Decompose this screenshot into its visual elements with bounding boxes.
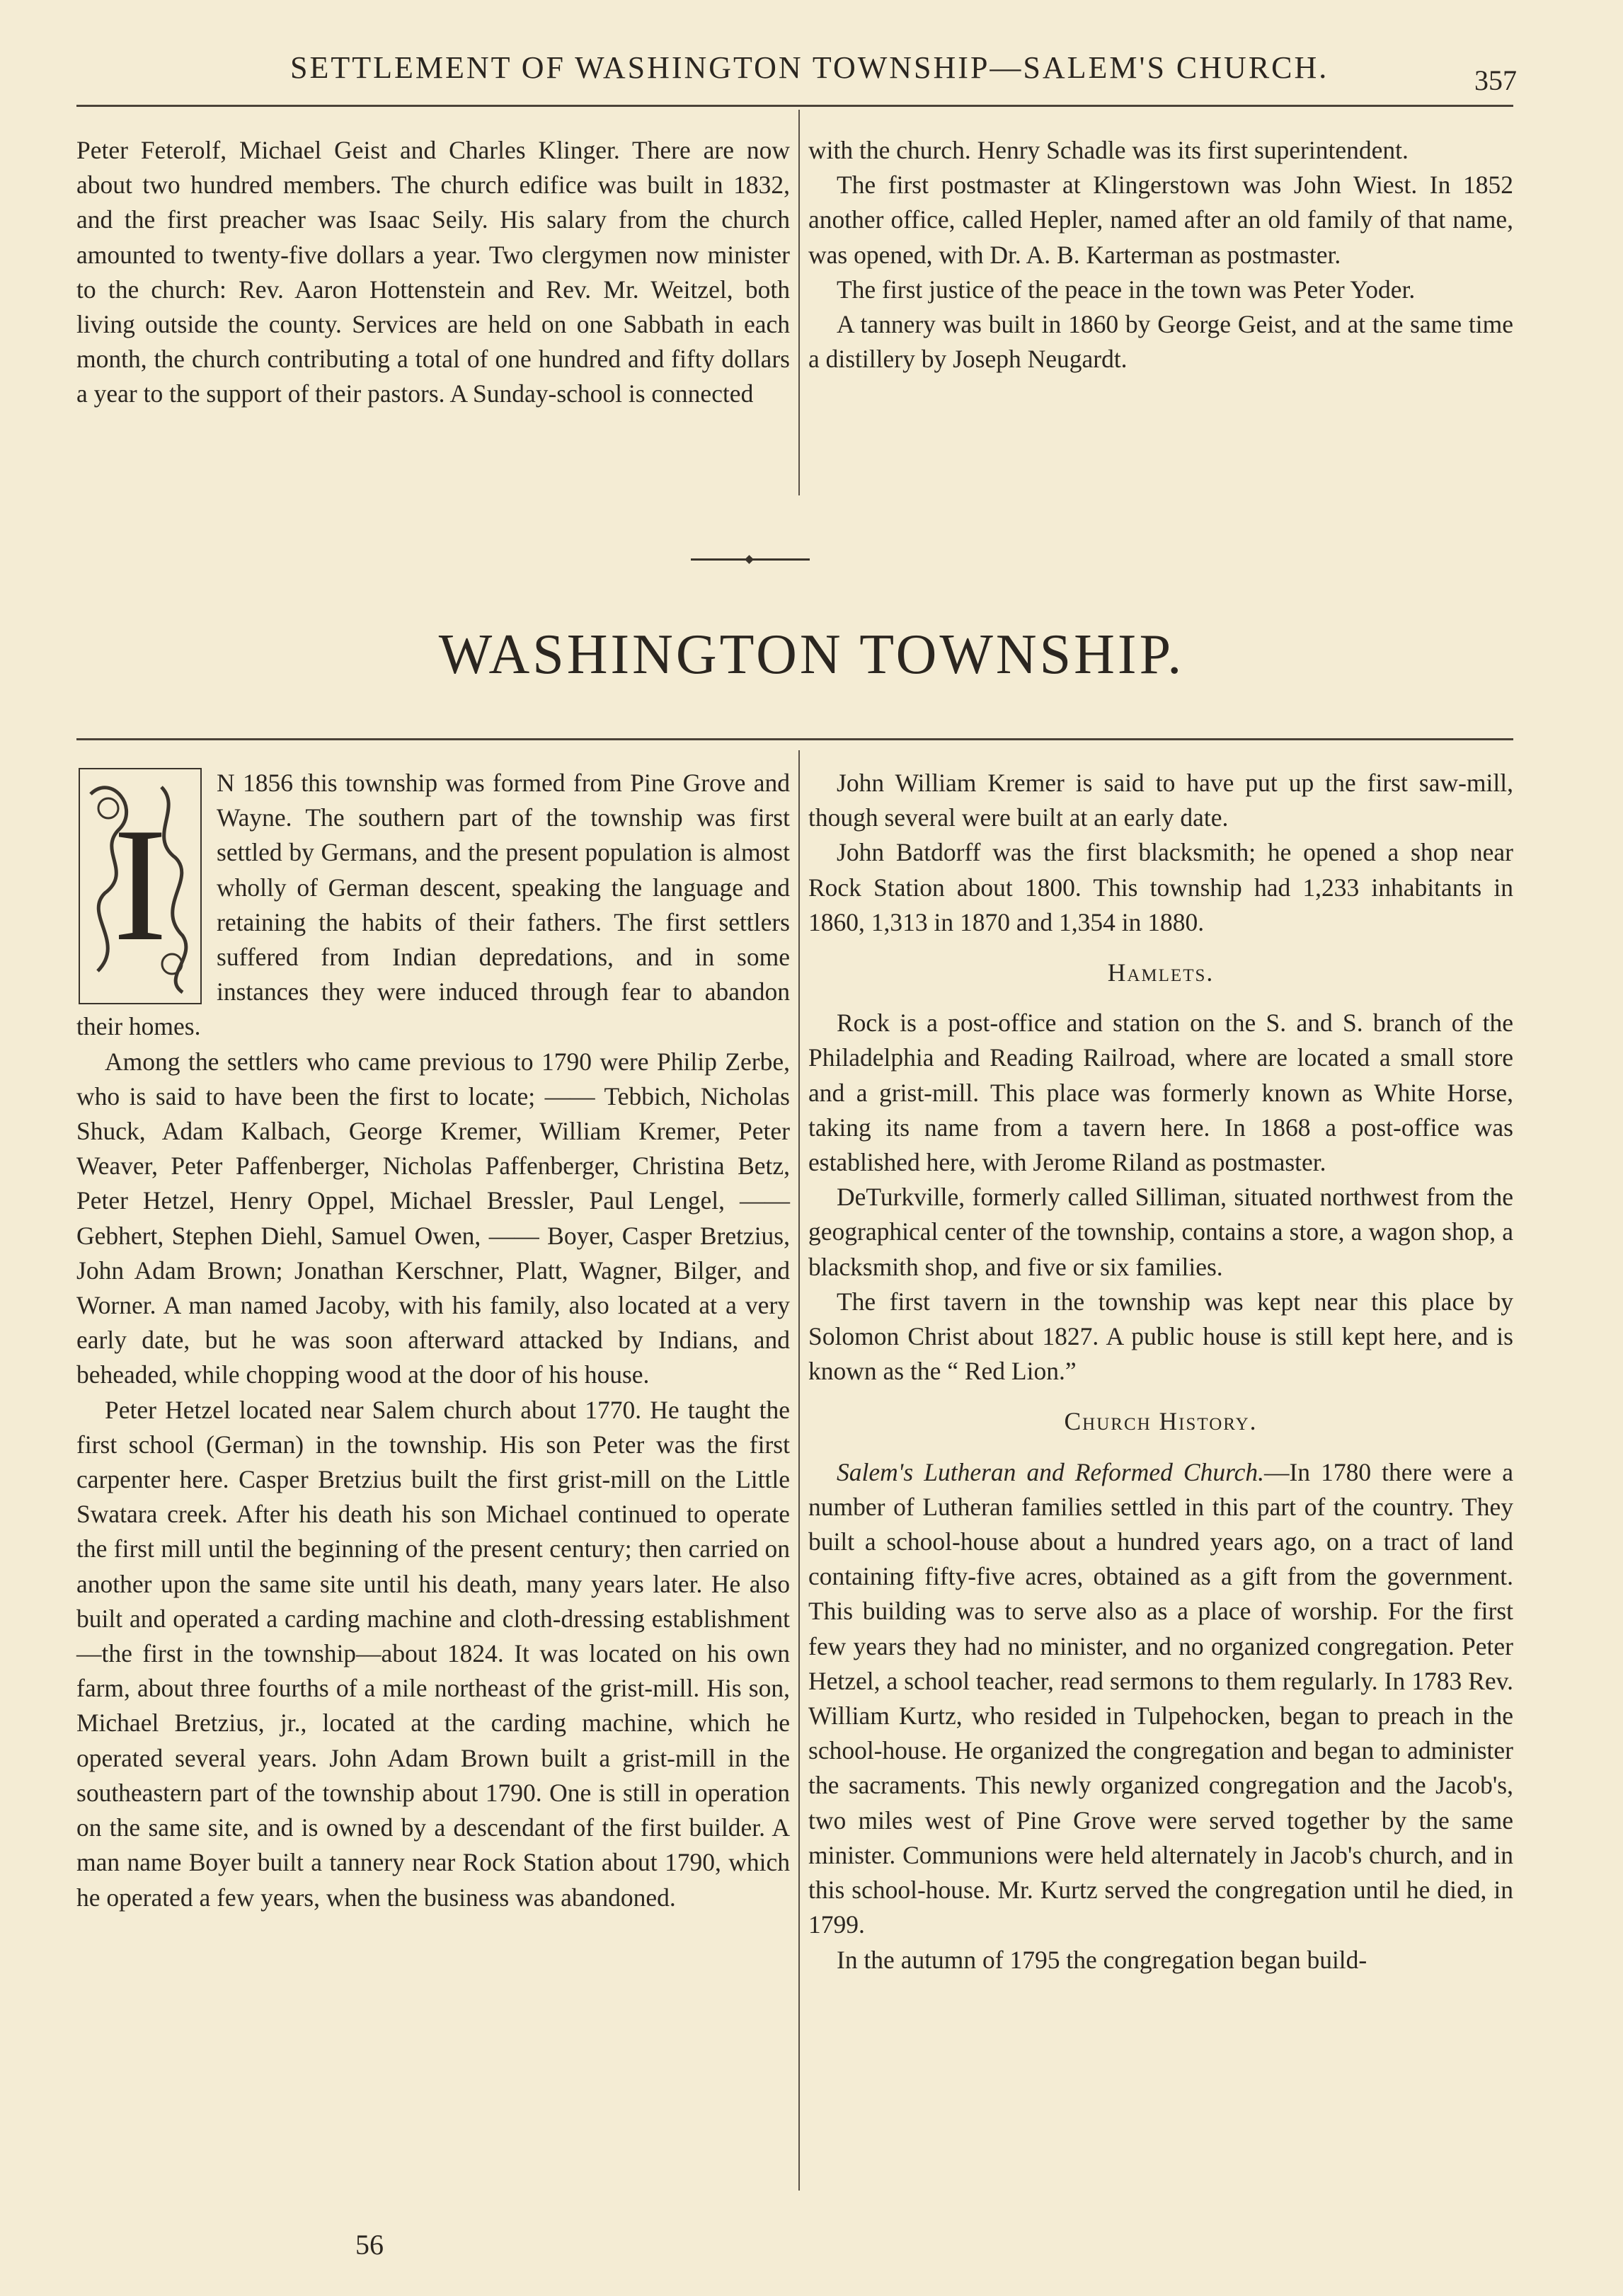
paragraph: John Batdorff was the first blacksmith; he opened a shop near Rock Station about 1800. This township had 1,233 inhabitants in 1860, 1,313 in 1870 and 1,354 in 1880. bbox=[808, 838, 1513, 936]
page-number: 357 bbox=[1474, 64, 1517, 96]
paragraph: with the church. Henry Schadle was its first superintendent. bbox=[808, 136, 1409, 164]
top-left-column bbox=[76, 133, 790, 412]
paragraph: Rock is a post-office and station on the S. and S. branch of the Philadelphia and Reading Railroad, where are located a small store and a grist-mill. This place was formerly known as White Horse, taking its name from a tavern here. In 1868 a post-office was established here, with Jerome Riland as postmaster. bbox=[808, 1009, 1513, 1177]
column-divider bbox=[798, 110, 800, 495]
paragraph: In the autumn of 1795 the congregation began build- bbox=[837, 1945, 1367, 1974]
section-ornament bbox=[691, 558, 810, 561]
running-title: SETTLEMENT OF WASHINGTON TOWNSHIP—SALEM'S CHURCH. bbox=[290, 50, 1329, 85]
paragraph: A tannery was built in 1860 by George Geist, and at the same time a distillery by Joseph Neugardt. bbox=[808, 310, 1513, 374]
paragraph: Among the settlers who came previous to 1790 were Philip Zerbe, who is said to have been the first to locate; —— Tebbich, Nicholas Shuck, Adam Kalbach, George Kremer, William Kremer, Peter Weaver, Peter Paffenberger, Nicholas Paffenberger, Christina Betz, Peter Hetzel, Henry Oppel, Michael Bressler, Paul Lengel, —— Gebhert, Stephen Diehl, Samuel Owen, —— Boyer, Casper Bretzius, John Adam Brown; Jonathan Kerschner, Platt, Wagner, Bilger, and Worner. A man named Jacoby, with his family, also located at a very early date, but he was soon afterward attacked by Indians, and beheaded, while chopping wood at the door of his house. bbox=[76, 1047, 790, 1389]
paragraph: N 1856 this township was formed from Pine Grove and Wayne. The southern part of the township was first settled by Germans, and the present population is almost wholly of German descent, speaking the language and retaining the habits of their fathers. The first settlers suffered from Indian depredations, and in some instances they were induced through fear to abandon their homes. bbox=[76, 769, 790, 1041]
paragraph: The first postmaster at Klingerstown was John Wiest. In 1852 another office, called Hepler, named after an old family of that name, was opened, with Dr. A. B. Karterman as postmaster. bbox=[808, 171, 1513, 269]
top-right-column bbox=[808, 133, 1513, 377]
paragraph: Peter Feterolf, Michael Geist and Charles Klinger. There are now about two hundred members. The church edifice was built in 1832, and the first preacher was Isaac Seily. His salary from the church amounted to twenty-five dollars a year. Two clergymen now minister to the church: Rev. Aaron Hottenstein and Rev. Mr. Weitzel, both living outside the county. Services are held on one Sabbath in each month, the church contributing a total of one hundred and fifty dollars a year to the support of their pastors. A Sunday-school is connected bbox=[76, 136, 790, 408]
paragraph-text: —In 1780 there were a number of Lutheran families settled in this part of the country. They built a school-house about a hundred years ago, on a tract of land containing fifty-five acres, obtained as a gift from the government. This building was to serve also as a place of worship. For the first few years they had no minister, and no organized congregation. Peter Hetzel, a school teacher, read sermons to them regularly. In 1783 Rev. William Kurtz, who resided in Tulpehocken, began to preach in the school-house. He organized the congregation and began to administer the sacraments. This newly organized congregation and the Jacob's, two miles west of Pine Grove were served together by the same minister. Communions were held alternately in Jacob's church, and in this school-house. Mr. Kurtz served the congregation until he died, in 1799. bbox=[808, 1457, 1513, 1939]
signature-mark: 56 bbox=[355, 2229, 384, 2261]
svg-text:I: I bbox=[113, 794, 168, 975]
paragraph bbox=[808, 1455, 1513, 1943]
column-divider bbox=[798, 750, 800, 2191]
section-title: WASHINGTON TOWNSHIP. bbox=[438, 624, 1185, 686]
church-name: Salem's Lutheran and Reformed Church. bbox=[837, 1457, 1264, 1486]
paragraph: The first tavern in the township was kept near this place by Solomon Christ about 1827. A public house is still kept here, and is known as the “ Red Lion.” bbox=[808, 1287, 1513, 1386]
main-right-column bbox=[808, 766, 1513, 1978]
paragraph: DeTurkville, formerly called Silliman, situated northwest from the geographical center of the township, contains a store, a wagon shop, a blacksmith shop, and five or six families. bbox=[808, 1183, 1513, 1281]
header-rule bbox=[76, 105, 1513, 107]
hamlets-heading: Hamlets. bbox=[1107, 958, 1215, 987]
paragraph: Peter Hetzel located near Salem church about 1770. He taught the first school (German) in the township. His son Peter was the first carpenter here. Casper Bretzius built the first grist-mill on the Little Swatara creek. After his death his son Michael continued to operate the first mill until the beginning of the present century; then carried on another upon the same site until his death, many years later. He also built and operated a carding machine and cloth-dressing establishment—the first in the township—about 1824. It was located on his own farm, about three fourths of a mile northeast of the grist-mill. His son, Michael Bretzius, jr., located at the carding machine, which he operated several years. John Adam Brown built a grist-mill in the southeastern part of the township about 1790. One is still in operation on the same site, and is owned by a descendant of the first builder. A man name Boyer built a tannery near Rock Station about 1790, which he operated a few years, when the business was abandoned. bbox=[76, 1395, 790, 1912]
section-rule bbox=[76, 738, 1513, 740]
paragraph: John William Kremer is said to have put up the first saw-mill, though several were built at an early date. bbox=[808, 769, 1513, 832]
paragraph: The first justice of the peace in the town was Peter Yoder. bbox=[837, 275, 1416, 304]
main-left-column bbox=[76, 766, 790, 1915]
ornamental-initial-icon bbox=[76, 766, 204, 1006]
church-history-heading: Church History. bbox=[1064, 1407, 1258, 1436]
